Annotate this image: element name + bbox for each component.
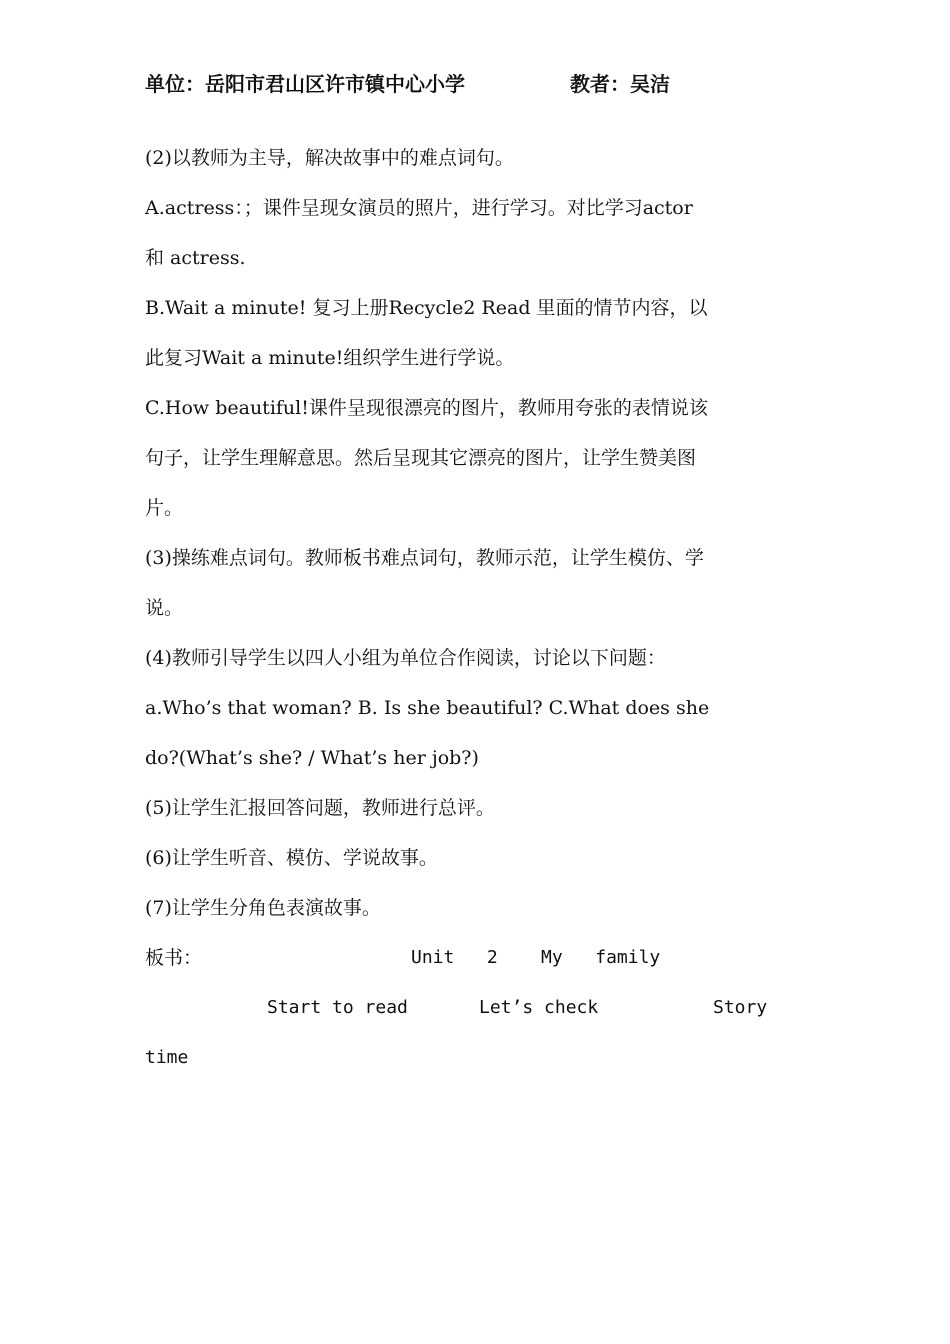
step-4-line: (4)教师引导学生以四人小组为单位合作阅读，讨论以下问题： bbox=[145, 647, 666, 669]
item-b-line-cont: 此复习Wait a minute!组织学生进行学说。 bbox=[145, 347, 515, 369]
step-3-line-cont: 说。 bbox=[145, 597, 184, 619]
blackboard-items-row-cont bbox=[145, 1033, 810, 1083]
blackboard-label: 板书： bbox=[145, 947, 203, 969]
blackboard-item-story: Story bbox=[713, 997, 768, 1018]
item-c-line-cont: 句子，让学生理解意思。然后呈现其它漂亮的图片，让学生赞美图 bbox=[145, 447, 697, 469]
lesson-body bbox=[145, 133, 810, 1083]
step-6-line: (6)让学生听音、模仿、学说故事。 bbox=[145, 847, 438, 869]
step-3-line: (3)操练难点词句。教师板书难点词句，教师示范，让学生模仿、学 bbox=[145, 547, 704, 569]
questions-line-cont: do?(What’s she? / What’s her job?) bbox=[145, 747, 479, 769]
blackboard-item-lets-check: Let’s check bbox=[479, 997, 599, 1018]
item-c-line: C.How beautiful!课件呈现很漂亮的图片，教师用夸张的表情说该 bbox=[145, 397, 708, 419]
item-a-line: A.actress：；课件呈现女演员的照片，进行学习。对比学习actor bbox=[145, 197, 693, 219]
blackboard-items-row bbox=[145, 983, 810, 1033]
questions-line: a.Who’s that woman? B. Is she beautiful? C.What does she bbox=[145, 697, 710, 719]
teacher-name: 教者：吴洁 bbox=[570, 72, 670, 96]
blackboard-item-time: time bbox=[145, 1047, 189, 1068]
step-7-line: (7)让学生分角色表演故事。 bbox=[145, 897, 381, 919]
school-unit: 单位：岳阳市君山区许市镇中心小学 bbox=[145, 72, 465, 96]
item-a-line-cont: 和 actress. bbox=[145, 247, 246, 269]
step-2-line: (2)以教师为主导，解决故事中的难点词句。 bbox=[145, 147, 514, 169]
item-b-line: B.Wait a minute! 复习上册Recycle2 Read 里面的情节内容，以 bbox=[145, 297, 708, 319]
step-5-line: (5)让学生汇报回答问题，教师进行总评。 bbox=[145, 797, 495, 819]
blackboard-title-row bbox=[145, 933, 810, 983]
item-c-line-end: 片。 bbox=[145, 497, 184, 519]
blackboard-item-start-to-read: Start to read bbox=[267, 997, 408, 1018]
blackboard-title: Unit 2 My family bbox=[411, 947, 661, 968]
page-header bbox=[145, 68, 825, 100]
